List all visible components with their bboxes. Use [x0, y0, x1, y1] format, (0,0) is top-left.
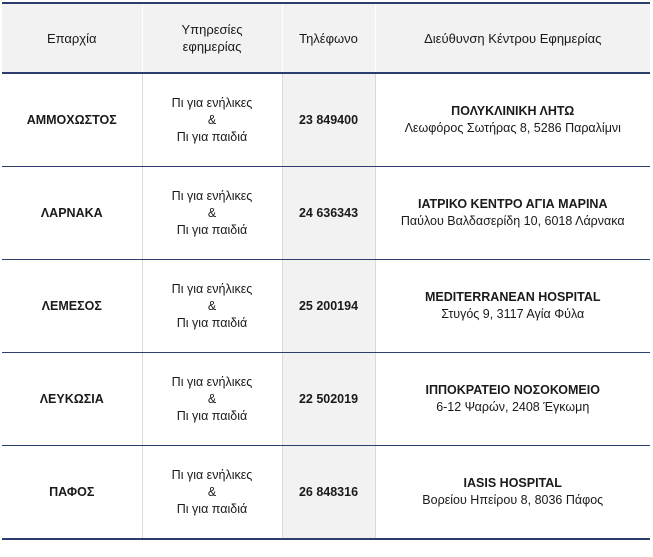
service-adults: Πι για ενήλικες	[171, 374, 253, 389]
services-cell	[142, 260, 282, 353]
phone-cell: 24 636343	[282, 167, 375, 260]
district-cell: ΑΜΜΟΧΩΣΤΟΣ	[2, 73, 142, 167]
service-adults: Πι για ενήλικες	[171, 188, 253, 203]
phone-cell: 23 849400	[282, 73, 375, 167]
service-adults: Πι για ενήλικες	[171, 95, 253, 110]
on-call-centers-table	[2, 2, 650, 540]
service-amp: &	[207, 391, 217, 406]
district-cell: ΛΑΡΝΑΚΑ	[2, 167, 142, 260]
center-address: Παύλου Βαλδασερίδη 10, 6018 Λάρνακα	[400, 214, 625, 228]
service-amp: &	[207, 112, 217, 127]
service-amp: &	[207, 205, 217, 220]
center-name: ΙΠΠΟΚΡΑΤΕΙΟ ΝΟΣΟΚΟΜΕΙΟ	[425, 383, 600, 397]
address-cell	[375, 446, 650, 540]
center-address: 6-12 Ψαρών, 2408 Έγκωμη	[436, 400, 590, 414]
service-amp: &	[207, 484, 217, 499]
center-name: IASIS HOSPITAL	[463, 476, 562, 490]
table-row	[2, 446, 650, 540]
service-children: Πι για παιδιά	[176, 315, 248, 330]
service-adults: Πι για ενήλικες	[171, 467, 253, 482]
service-children: Πι για παιδιά	[176, 129, 248, 144]
header-services-line2: εφημερίας	[182, 39, 242, 54]
district-cell: ΠΑΦΟΣ	[2, 446, 142, 540]
header-district: Επαρχία	[2, 3, 142, 73]
table-row	[2, 260, 650, 353]
service-children: Πι για παιδιά	[176, 408, 248, 423]
address-cell	[375, 73, 650, 167]
district-cell: ΛΕΥΚΩΣΙΑ	[2, 353, 142, 446]
center-address: Στυγός 9, 3117 Αγία Φύλα	[441, 307, 585, 321]
service-children: Πι για παιδιά	[176, 501, 248, 516]
center-name: ΙΑΤΡΙΚΟ ΚΕΝΤΡΟ ΑΓΙΑ ΜΑΡΙΝΑ	[418, 197, 608, 211]
center-address: Βορείου Ηπείρου 8, 8036 Πάφος	[422, 493, 604, 507]
address-cell	[375, 167, 650, 260]
table-header-row	[2, 3, 650, 73]
phone-cell: 26 848316	[282, 446, 375, 540]
header-services-line1: Υπηρεσίες	[181, 22, 243, 37]
center-address: Λεωφόρος Σωτήρας 8, 5286 Παραλίμνι	[404, 121, 621, 135]
services-cell	[142, 167, 282, 260]
center-name: ΠΟΛΥΚΛΙΝΙΚΗ ΛΗΤΩ	[451, 104, 575, 118]
address-cell	[375, 260, 650, 353]
service-amp: &	[207, 298, 217, 313]
header-address: Διεύθυνση Κέντρου Εφημερίας	[375, 3, 650, 73]
phone-cell: 22 502019	[282, 353, 375, 446]
service-children: Πι για παιδιά	[176, 222, 248, 237]
district-cell: ΛΕΜΕΣΟΣ	[2, 260, 142, 353]
services-cell	[142, 353, 282, 446]
header-services	[142, 3, 282, 73]
center-name: MEDITERRANEAN HOSPITAL	[425, 290, 601, 304]
services-cell	[142, 73, 282, 167]
address-cell	[375, 353, 650, 446]
table-row	[2, 167, 650, 260]
phone-cell: 25 200194	[282, 260, 375, 353]
service-adults: Πι για ενήλικες	[171, 281, 253, 296]
table-row	[2, 353, 650, 446]
header-phone: Τηλέφωνο	[282, 3, 375, 73]
services-cell	[142, 446, 282, 540]
table-row	[2, 73, 650, 167]
